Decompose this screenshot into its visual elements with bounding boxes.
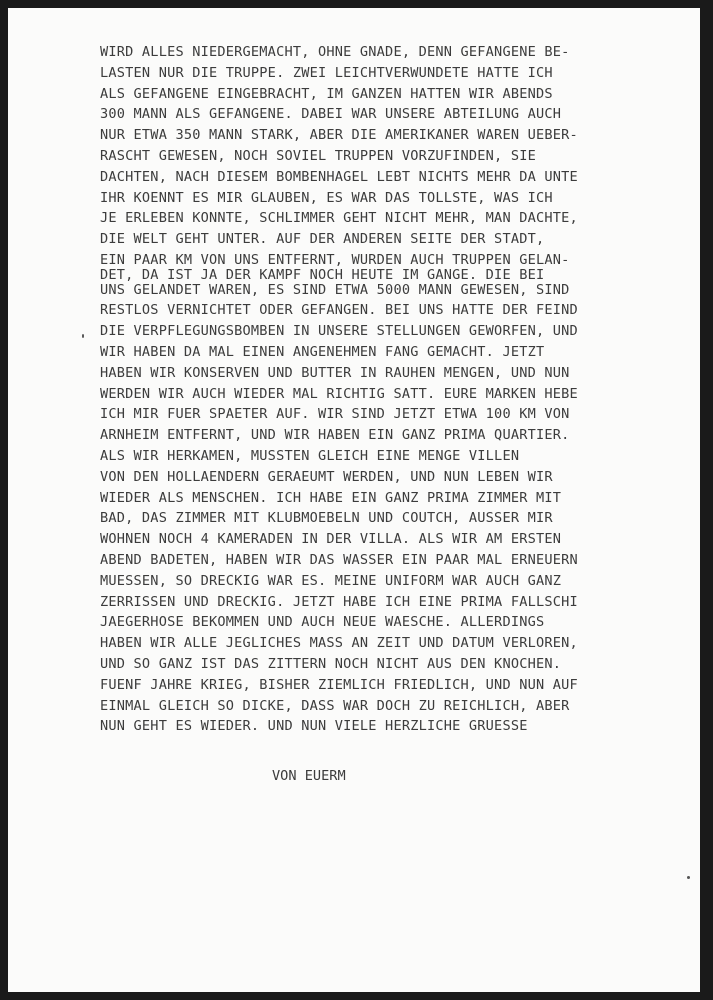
letter-line: EIN PAAR KM VON UNS ENTFERNT, WURDEN AUCH TRUPPEN GELAN- [100,251,570,268]
letter-line: JE ERLEBEN KONNTE, SCHLIMMER GEHT NICHT MEHR, MAN DACHTE, [100,210,578,227]
letter-line: WIEDER ALS MENSCHEN. ICH HABE EIN GANZ PRIMA ZIMMER MIT [100,489,562,506]
letter-line: JAEGERHOSE BEKOMMEN UND AUCH NEUE WAESCHE. ALLERDINGS [100,614,545,631]
paper-speck [687,876,690,879]
letter-body [100,42,690,737]
letter-line: FUENF JAHRE KRIEG, BISHER ZIEMLICH FRIEDLICH, UND NUN AUF [100,676,578,693]
paper-speck [82,334,84,338]
letter-line: EINMAL GLEICH SO DICKE, DASS WAR DOCH ZU REICHLICH, ABER [100,697,570,714]
letter-line: ICH MIR FUER SPAETER AUF. WIR SIND JETZT ETWA 100 KM VON [100,406,570,423]
letter-line: ARNHEIM ENTFERNT, UND WIR HABEN EIN GANZ PRIMA QUARTIER. [100,427,570,444]
letter-line: LASTEN NUR DIE TRUPPE. ZWEI LEICHTVERWUNDETE HATTE ICH [100,64,553,81]
letter-line: UND SO GANZ IST DAS ZITTERN NOCH NICHT AUS DEN KNOCHEN. [100,655,562,672]
letter-line: MUESSEN, SO DRECKIG WAR ES. MEINE UNIFORM WAR AUCH GANZ [100,572,562,589]
letter-line: IHR KOENNT ES MIR GLAUBEN, ES WAR DAS TOLLSTE, WAS ICH [100,189,553,206]
letter-line: RESTLOS VERNICHTET ODER GEFANGEN. BEI UNS HATTE DER FEIND [100,302,578,319]
letter-line: HABEN WIR ALLE JEGLICHES MASS AN ZEIT UND DATUM VERLOREN, [100,635,578,652]
letter-line: DET, DA IST JA DER KAMPF NOCH HEUTE IM GANGE. DIE BEI [100,266,545,283]
letter-line: 300 MANN ALS GEFANGENE. DABEI WAR UNSERE ABTEILUNG AUCH [100,106,562,123]
letter-line: ABEND BADETEN, HABEN WIR DAS WASSER EIN PAAR MAL ERNEUERN [100,551,578,568]
letter-line: WIRD ALLES NIEDERGEMACHT, OHNE GNADE, DENN GEFANGENE BE- [100,44,570,60]
letter-line: RASCHT GEWESEN, NOCH SOVIEL TRUPPEN VORZUFINDEN, SIE [100,147,536,164]
typewritten-letter-page [8,8,700,992]
letter-line: ALS WIR HERKAMEN, MUSSTEN GLEICH EINE MENGE VILLEN [100,447,520,464]
letter-line: DACHTEN, NACH DIESEM BOMBENHAGEL LEBT NICHTS MEHR DA UNTE [100,168,578,185]
letter-line: UNS GELANDET WAREN, ES SIND ETWA 5000 MANN GEWESEN, SIND [100,281,570,298]
letter-line: NUN GEHT ES WIEDER. UND NUN VIELE HERZLICHE GRUESSE [100,718,528,735]
letter-line: WOHNEN NOCH 4 KAMERADEN IN DER VILLA. ALS WIR AM ERSTEN [100,531,562,548]
letter-line: ZERRISSEN UND DRECKIG. JETZT HABE ICH EINE PRIMA FALLSCHI [100,593,578,610]
letter-line: HABEN WIR KONSERVEN UND BUTTER IN RAUHEN MENGEN, UND NUN [100,364,570,381]
letter-line: ALS GEFANGENE EINGEBRACHT, IM GANZEN HATTEN WIR ABENDS [100,85,553,102]
letter-line: NUR ETWA 350 MANN STARK, ABER DIE AMERIKANER WAREN UEBER- [100,127,578,144]
letter-line: VON DEN HOLLAENDERN GERAEUMT WERDEN, UND NUN LEBEN WIR [100,468,553,485]
letter-line: BAD, DAS ZIMMER MIT KLUBMOEBELN UND COUTCH, AUSSER MIR [100,510,553,527]
letter-line: WIR HABEN DA MAL EINEN ANGENEHMEN FANG GEMACHT. JETZT [100,343,545,360]
letter-line: DIE WELT GEHT UNTER. AUF DER ANDEREN SEITE DER STADT, [100,231,545,248]
letter-line: WERDEN WIR AUCH WIEDER MAL RICHTIG SATT. EURE MARKEN HEBE [100,385,578,402]
letter-line: DIE VERPFLEGUNGSBOMBEN IN UNSERE STELLUNGEN GEWORFEN, UND [100,323,578,340]
letter-closing: VON EUERM [272,768,346,784]
